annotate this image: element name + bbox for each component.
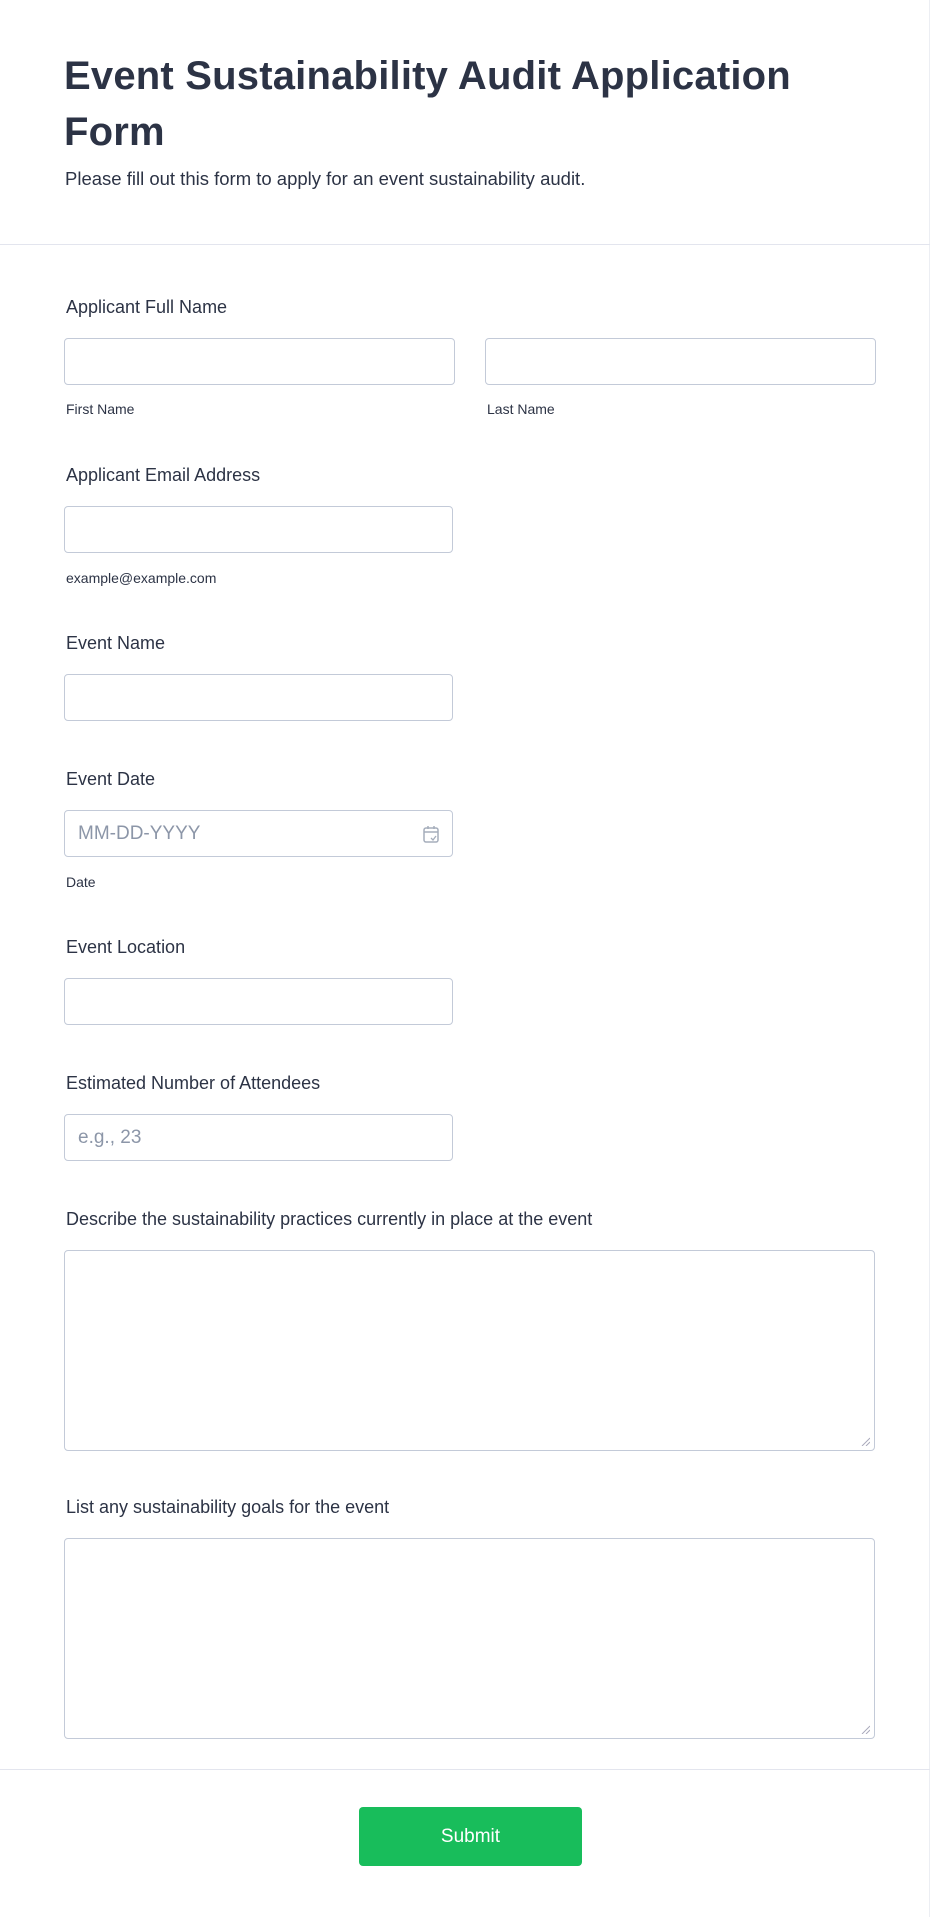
attendees-placeholder: e.g., 23 — [78, 1126, 142, 1148]
event-date-label: Event Date — [66, 769, 156, 789]
header-divider — [0, 244, 930, 245]
calendar-icon[interactable] — [422, 824, 440, 844]
event-name-input[interactable] — [64, 674, 453, 721]
event-date-sublabel: Date — [66, 874, 96, 890]
event-date-placeholder: MM-DD-YYYY — [78, 822, 201, 844]
last-name-sublabel: Last Name — [487, 401, 555, 417]
form-title: Event Sustainability Audit Application Form — [64, 54, 791, 154]
event-location-input[interactable] — [64, 978, 453, 1025]
attendees-input[interactable] — [64, 1114, 453, 1161]
submit-button[interactable]: Submit — [359, 1807, 582, 1866]
email-input[interactable] — [64, 506, 453, 553]
form-subtitle: Please fill out this form to apply for an event sustainability audit. — [65, 168, 586, 189]
first-name-input[interactable] — [64, 338, 455, 385]
email-sublabel: example@example.com — [66, 570, 217, 586]
event-name-label: Event Name — [66, 633, 166, 653]
attendees-label: Estimated Number of Attendees — [66, 1073, 321, 1093]
event-location-label: Event Location — [66, 937, 186, 957]
first-name-sublabel: First Name — [66, 401, 135, 417]
resize-grip-icon[interactable] — [861, 1437, 870, 1446]
event-date-input[interactable] — [64, 810, 453, 857]
last-name-input[interactable] — [485, 338, 876, 385]
practices-label: Describe the sustainability practices currently in place at the event — [66, 1209, 593, 1229]
goals-textarea[interactable] — [64, 1538, 875, 1739]
practices-textarea[interactable] — [64, 1250, 875, 1451]
full-name-label: Applicant Full Name — [66, 297, 228, 317]
goals-label: List any sustainability goals for the event — [66, 1497, 390, 1517]
resize-grip-icon[interactable] — [861, 1725, 870, 1734]
footer-divider — [0, 1769, 930, 1770]
email-label: Applicant Email Address — [66, 465, 261, 485]
